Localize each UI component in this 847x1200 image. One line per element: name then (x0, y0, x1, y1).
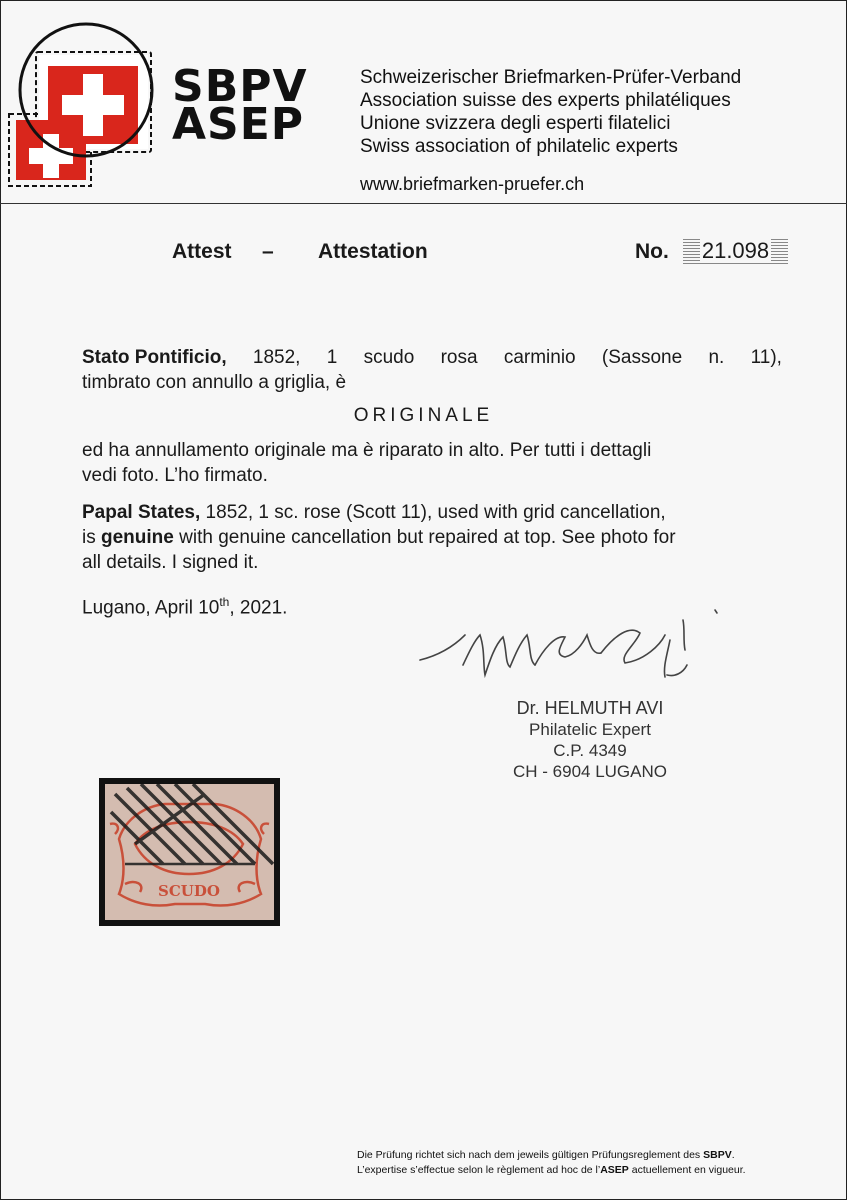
footer-german-text: Die Prüfung richtet sich nach dem jeweils gültigen Prüfungsreglement des (357, 1149, 704, 1161)
italian-line-2: timbrato con annullo a griglia, è (82, 372, 347, 393)
papal-states-stamp-icon (105, 784, 274, 920)
stamp-photo (99, 778, 280, 926)
italian-line-3: ed ha annullamento originale ma è riparato in alto. Per tutti i dettagli (82, 440, 652, 461)
footer-french-end: actuellement en vigueur. (628, 1164, 746, 1176)
association-names (360, 66, 741, 158)
expert-city: CH - 6904 LUGANO (513, 762, 667, 781)
brand-sbpv: SBPV (172, 61, 308, 112)
it-word: n. (708, 347, 725, 368)
expert-po-box: C.P. 4349 (553, 741, 627, 760)
it-word: 1 (326, 347, 338, 368)
header-divider (0, 203, 847, 204)
footer-french (357, 1163, 746, 1178)
footer-german-end: . (731, 1149, 735, 1161)
italian-description (82, 345, 782, 395)
it-word: 1852, (252, 347, 301, 368)
assoc-italian: Unione svizzera degli esperti filatelici (360, 113, 671, 134)
italian-details (82, 438, 782, 488)
footer-french-org: ASEP (600, 1164, 629, 1176)
certificate-no-label: No. (635, 240, 669, 263)
handwritten-signature-icon (415, 605, 725, 695)
it-word: rosa (440, 347, 478, 368)
it-word: (Sassone (601, 347, 683, 368)
expert-role: Philatelic Expert (529, 720, 651, 739)
header (0, 0, 847, 203)
certificate-number (683, 238, 788, 264)
footer-note (357, 1148, 746, 1178)
footer-german-org: SBPV (703, 1149, 732, 1161)
italian-line-1 (82, 345, 782, 370)
title-attestation: Attestation (318, 240, 428, 263)
english-is: is (82, 527, 101, 548)
website-url: www.briefmarken-pruefer.ch (360, 174, 585, 194)
assoc-german: Schweizerischer Briefmarken-Prüfer-Verband (360, 67, 742, 88)
brand-wordmark (172, 61, 308, 150)
it-word: carminio (503, 347, 576, 368)
english-line-1 (82, 500, 782, 525)
certificate-number-value: 21.098 (701, 238, 770, 263)
swiss-cross-stamp-logo-icon (6, 22, 166, 192)
english-line-1-rest: 1852, 1 sc. rose (Scott 11), used with grid cancellation, (200, 502, 666, 523)
english-country: Papal States, (82, 502, 201, 523)
stamp-image (105, 784, 274, 920)
english-verdict-genuine: genuine (101, 527, 174, 548)
title-attest: Attest (172, 240, 232, 263)
english-line-2 (82, 525, 782, 550)
english-description (82, 500, 782, 575)
english-line-2-rest: with genuine cancellation but repaired at top. See photo for (173, 527, 676, 548)
date-suffix: , 2021. (229, 597, 288, 619)
brand-asep: ASEP (172, 99, 305, 150)
assoc-french: Association suisse des experts philatéliques (360, 90, 731, 111)
verdict-originale: ORIGINALE (353, 405, 494, 426)
expert-name: Dr. HELMUTH AVI (516, 698, 664, 718)
it-word: 11), (750, 347, 782, 368)
date-prefix: Lugano, April 10 (82, 597, 220, 619)
footer-german (357, 1148, 746, 1163)
stamp-denomination: SCUDO (158, 882, 220, 900)
title-row (0, 238, 847, 268)
date-ordinal: th (219, 595, 230, 609)
it-word: scudo (363, 347, 415, 368)
english-line-3: all details. I signed it. (82, 552, 259, 573)
assoc-english: Swiss association of philatelic experts (360, 136, 678, 157)
italian-line-4: vedi foto. L’ho firmato. (82, 465, 268, 486)
italian-country: Stato Pontificio, (82, 347, 227, 368)
title-dash: – (262, 240, 274, 263)
expert-address-stamp (500, 698, 680, 782)
footer-french-text: L’expertise s’effectue selon le règlement ad hoc de l’ (357, 1164, 601, 1176)
